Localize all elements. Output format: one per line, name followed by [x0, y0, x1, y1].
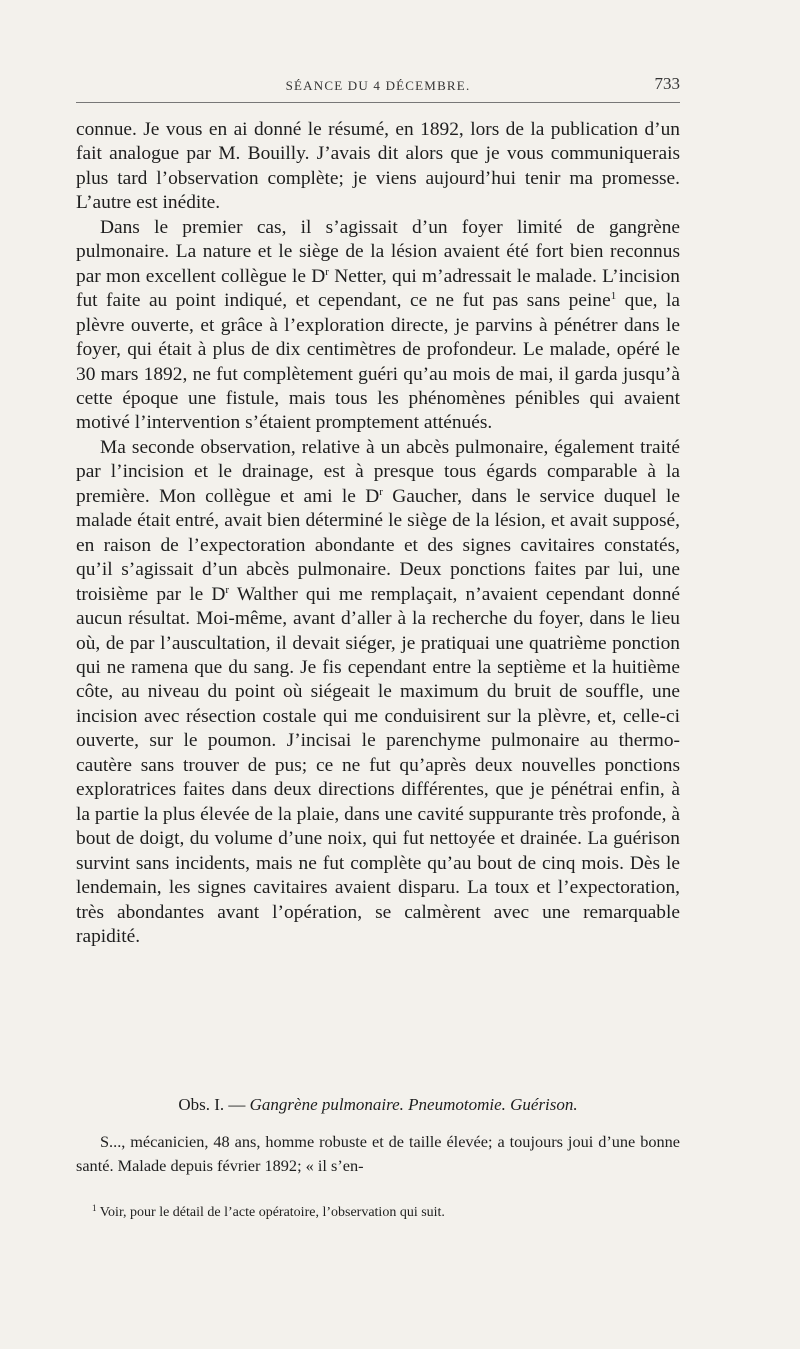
text-span: Dans le premier cas, il s’agissait d’un foyer limité de gangrène pulmonaire. La nature et le siège de la lésion avaient été fort bien reconnus par mon excellent collègue le D: [76, 216, 680, 287]
case-paragraph: S..., mécanicien, 48 ans, homme robuste et de taille élevée; a toujours joui d’une bonne santé. Malade depuis février 1892; « il s’en-: [76, 1132, 680, 1175]
text-span: Netter, qui m’adressait le malade. L’incision fut faite au point indiqué, et cependant, ce ne fut pas sans peine: [76, 265, 680, 312]
body-text: [76, 118, 680, 949]
paragraph-first-case: [76, 216, 680, 436]
superscript: r: [325, 265, 329, 278]
superscript: r: [379, 485, 383, 498]
page-number: 733: [654, 74, 680, 93]
footnote-text: Voir, pour le détail de l’acte opératoire, l’observation qui suit.: [96, 1205, 445, 1220]
footnote-number: 1: [92, 1203, 97, 1213]
text-span: que, la plèvre ouverte, et grâce à l’exploration directe, je parvins à pénétrer dans le foyer, qui était à plus de dix centimètres de profondeur. Le malade, opéré le 30 mars 1892, ne fut complètement guéri qu’au mois de mai, il garda jusqu’à cette époque une fistule, mais tous les phénomènes pénibles qui avaient motivé l’intervention s’étaient promptement atténués.: [76, 290, 680, 434]
footnote: [76, 1205, 680, 1221]
running-header: [76, 72, 680, 103]
observation-title: Gangrène pulmonaire. Pneumotomie. Guérison.: [249, 1095, 578, 1114]
observation-label: Obs. I. —: [178, 1095, 246, 1114]
text-span: Ma seconde observation, relative à un abcès pulmonaire, également traité par l’incision et le drainage, est à presque tous égards comparable à la première. Mon collègue et ami le D: [76, 436, 680, 507]
text-span: Gaucher, dans le service duquel le malade était entré, avait bien déterminé le siège de la lésion, et avait supposé, en raison de l’expectoration abondante et des signes cavitaires constatés, qu’il s’agissait d’un abcès pulmonaire. Deux ponctions faites par lui, une troisième par le D: [76, 485, 680, 605]
paragraph-second-case: [76, 436, 680, 950]
running-title: SÉANCE DU 4 DÉCEMBRE.: [285, 78, 471, 93]
paragraph-continuation: connue. Je vous en ai donné le résumé, en 1892, lors de la publication d’un fait analogue par M. Bouilly. J’avais dit alors que je vous communiquerais plus tard l’observation complète; je viens aujourd’hui tenir ma promesse. L’autre est inédite.: [76, 119, 680, 214]
text-span: Walther qui me remplaçait, n’avaient cependant donné aucun résultat. Moi-même, avant d’aller à la recherche du foyer, dans le lieu où, de par l’auscultation, il devait siéger, je pratiquai une quatrième ponction qui ne ramena que du sang. Je fis cependant entre la septième et la huitième côte, au niveau du point où siégeait le maximum du bruit de souffle, une incision avec résection costale qui me conduisirent sur la plèvre, et, celle-ci ouverte, sur le poumon. J’incisai le parenchyme pulmonaire au thermo-cautère sans trouver de pus; ce ne fut qu’après deux nouvelles ponctions exploratrices faites dans deux directions différentes, que je pénétrai enfin, à la partie la plus élevée de la plaie, dans une cavité suppurante très profonde, à bout de doigt, du volume d’une noix, qui fut nettoyée et drainée. La guérison survint sans incidents, mais ne fut complète qu’au bout de cinq mois. Dès le lendemain, les signes cavitaires avaient disparu. La toux et l’expectoration, très abondantes avant l’opération, se calmèrent avec une remarquable rapidité.: [76, 583, 680, 947]
footnote-marker: 1: [610, 290, 617, 303]
observation-heading: [76, 1095, 680, 1115]
case-report: [76, 1130, 680, 1178]
superscript: r: [225, 583, 230, 596]
